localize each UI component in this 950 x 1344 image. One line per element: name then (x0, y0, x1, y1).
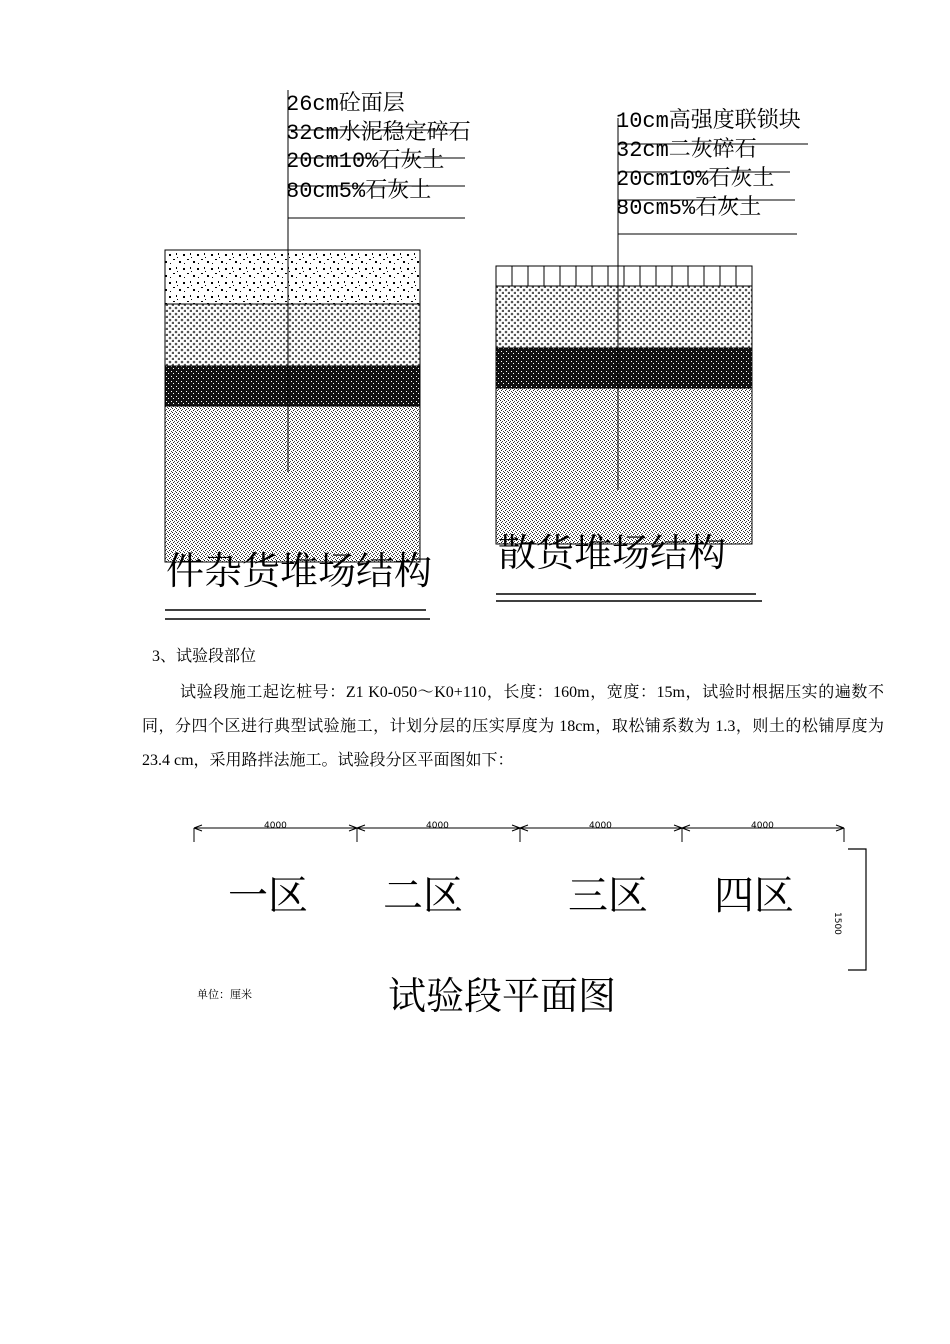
zone-label-3: 三区 (568, 873, 648, 919)
right-label-1: 10cm高强度联锁块 (616, 109, 801, 134)
left-structure-title: 件杂货堆场结构 (166, 549, 433, 593)
side-dimension-label: 1500 (832, 912, 842, 935)
section-heading: 3、试验段部位 (152, 648, 257, 665)
zone-label-4: 四区 (714, 873, 794, 919)
left-label-4: 80cm5%石灰土 (286, 179, 432, 204)
left-layer-lime-soil-10 (165, 366, 420, 406)
right-layer-lime-soil-5 (496, 388, 752, 544)
zone-label-2: 二区 (383, 873, 463, 919)
zone-label-1: 一区 (228, 873, 308, 919)
right-layer-lime-soil-10 (496, 348, 752, 388)
right-label-4: 80cm5%石灰土 (616, 196, 762, 221)
left-label-3: 20cm10%石灰土 (286, 149, 445, 174)
left-layer-concrete (165, 250, 420, 304)
unit-note: 单位：厘米 (197, 988, 252, 1001)
left-label-2: 32cm水泥稳定碎石 (286, 121, 471, 146)
right-label-3: 20cm10%石灰土 (616, 167, 775, 192)
dimension-label-3: 4000 (589, 821, 612, 831)
section-paragraph: 试验段施工起讫桩号：Z1 K0-050～K0+110，长度：160m，宽度：15m，试验时根据压实的遍数不同，分四个区进行典型试验施工，计划分层的压实厚度为 18cm，取松铺系数为 1.3，则土的松铺厚度为 23.4 cm，采用路拌法施工。试验段分区平面图如下： (142, 684, 884, 769)
dimension-label-2: 4000 (426, 821, 449, 831)
plan-dimension-line (194, 825, 844, 842)
right-layer-lime-flyash-gravel (496, 286, 752, 348)
dimension-label-4: 4000 (751, 821, 774, 831)
plan-title: 试验段平面图 (388, 974, 617, 1018)
right-label-2: 32cm二灰碎石 (616, 138, 757, 163)
dimension-label-1: 4000 (264, 821, 287, 831)
left-label-1: 26cm砼面层 (286, 92, 405, 117)
left-layer-cement-stabilized (165, 304, 420, 366)
plan-side-bracket (848, 849, 866, 970)
right-structure-title: 散货堆场结构 (498, 531, 727, 575)
left-layer-lime-soil-5 (165, 406, 420, 562)
